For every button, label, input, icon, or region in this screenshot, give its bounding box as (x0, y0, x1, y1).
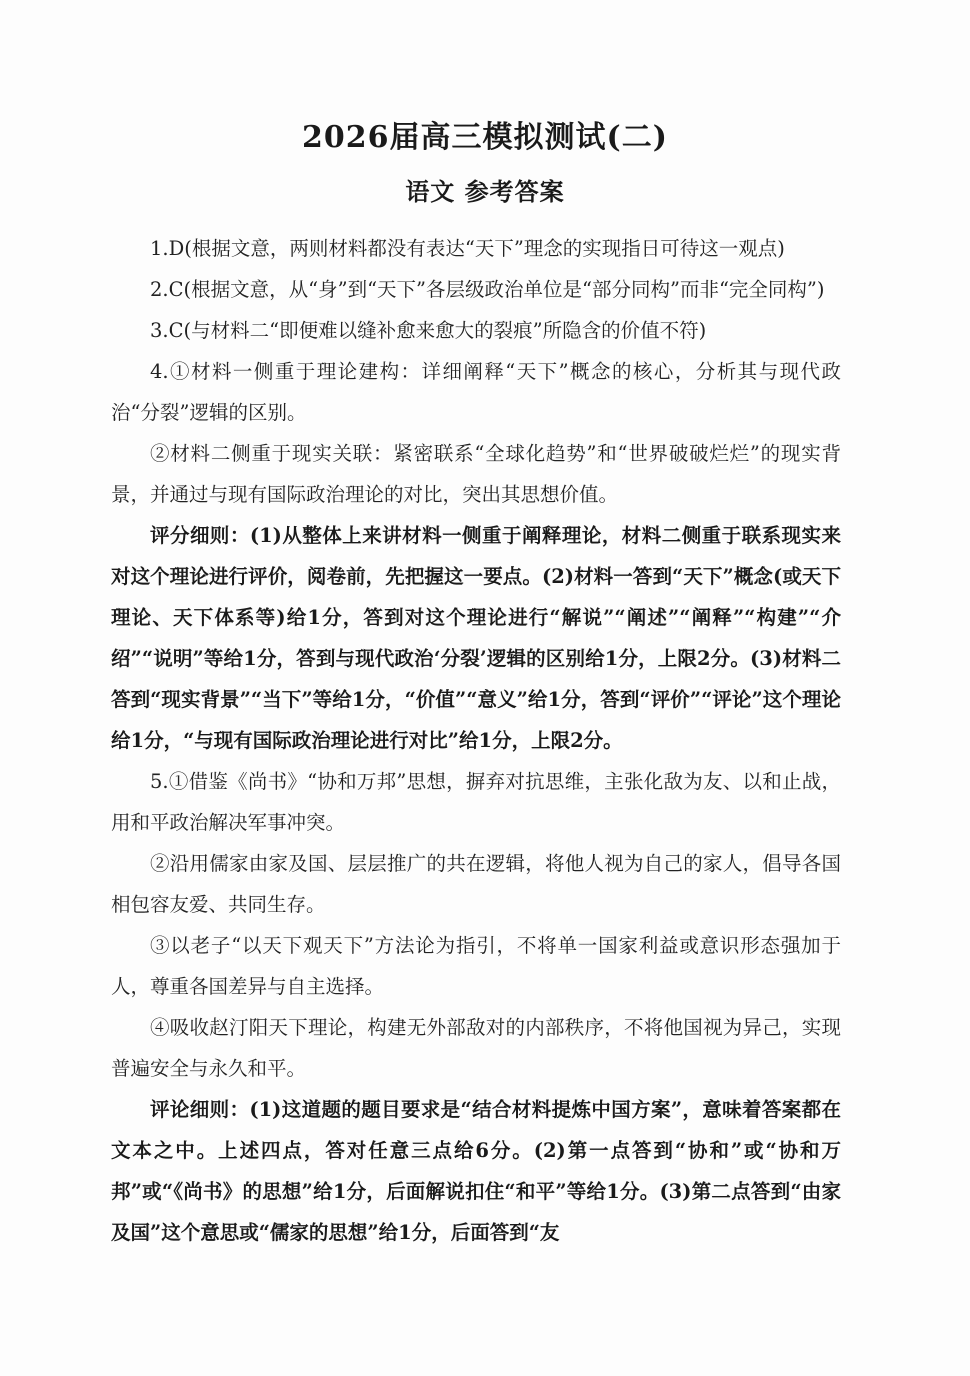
document-subtitle: 语文 参考答案 (405, 177, 565, 206)
scoring-rules-q4: 评分细则：(1)从整体上来讲材料一侧重于阐释理论，材料二侧重于联系现实来对这个理论进行评价，阅卷前，先把握这一要点。(2)材料一答到“天下”概念(或天下理论、天下体系等)给1分，答到对这个理论进行“解说”“阐述”“阐释”“构建”“介绍”“说明”等给1分，答到与现代政治‘分裂’逻辑的区别给1分，上限2分。(3)材料二答到“现实背景”“当下”等给1分，“价值”“意义”给1分，答到“评价”“评论”这个理论给1分，“与现有国际政治理论进行对比”给1分，上限2分。 (111, 524, 841, 752)
scoring-rules-q5: 评论细则：(1)这道题的题目要求是“结合材料提炼中国方案”，意味着答案都在文本之中。上述四点，答对任意三点给6分。(2)第一点答到“协和”或“协和万邦”或“《尚书》的思想”给1分，后面解说扣住“和平”等给1分。(3)第二点答到“由家及国”这个意思或“儒家的思想”给1分，后面答到“友 (111, 1098, 841, 1244)
answer-content (111, 228, 841, 1253)
answer-q4-point2: ②材料二侧重于现实关联：紧密联系“全球化趋势”和“世界破破烂烂”的现实背景，并通过与现有国际政治理论的对比，突出其思想价值。 (111, 442, 841, 506)
answer-q2: 2.C(根据文意，从“身”到“天下”各层级政治单位是“部分同构”而非“完全同构”) (150, 278, 825, 301)
answer-q3: 3.C(与材料二“即便难以缝补愈来愈大的裂痕”所隐含的价值不符) (150, 319, 707, 342)
answer-q4-point1: 4.①材料一侧重于理论建构：详细阐释“天下”概念的核心，分析其与现代政治“分裂”逻辑的区别。 (111, 360, 841, 424)
answer-q1: 1.D(根据文意，两则材料都没有表达“天下”理念的实现指日可待这一观点) (150, 237, 785, 260)
document-title: 2026届高三模拟测试(二) (302, 120, 668, 155)
answer-q5-point2: ②沿用儒家由家及国、层层推广的共在逻辑，将他人视为自己的家人，倡导各国相包容友爱、共同生存。 (111, 852, 841, 916)
answer-q5-point1: 5.①借鉴《尚书》“协和万邦”思想，摒弃对抗思维，主张化敌为友、以和止战，用和平政治解决军事冲突。 (111, 770, 841, 834)
answer-q5-point3: ③以老子“以天下观天下”方法论为指引，不将单一国家利益或意识形态强加于人，尊重各国差异与自主选择。 (111, 934, 841, 998)
answer-q5-point4: ④吸收赵汀阳天下理论，构建无外部敌对的内部秩序，不将他国视为异己，实现普遍安全与永久和平。 (111, 1016, 841, 1080)
